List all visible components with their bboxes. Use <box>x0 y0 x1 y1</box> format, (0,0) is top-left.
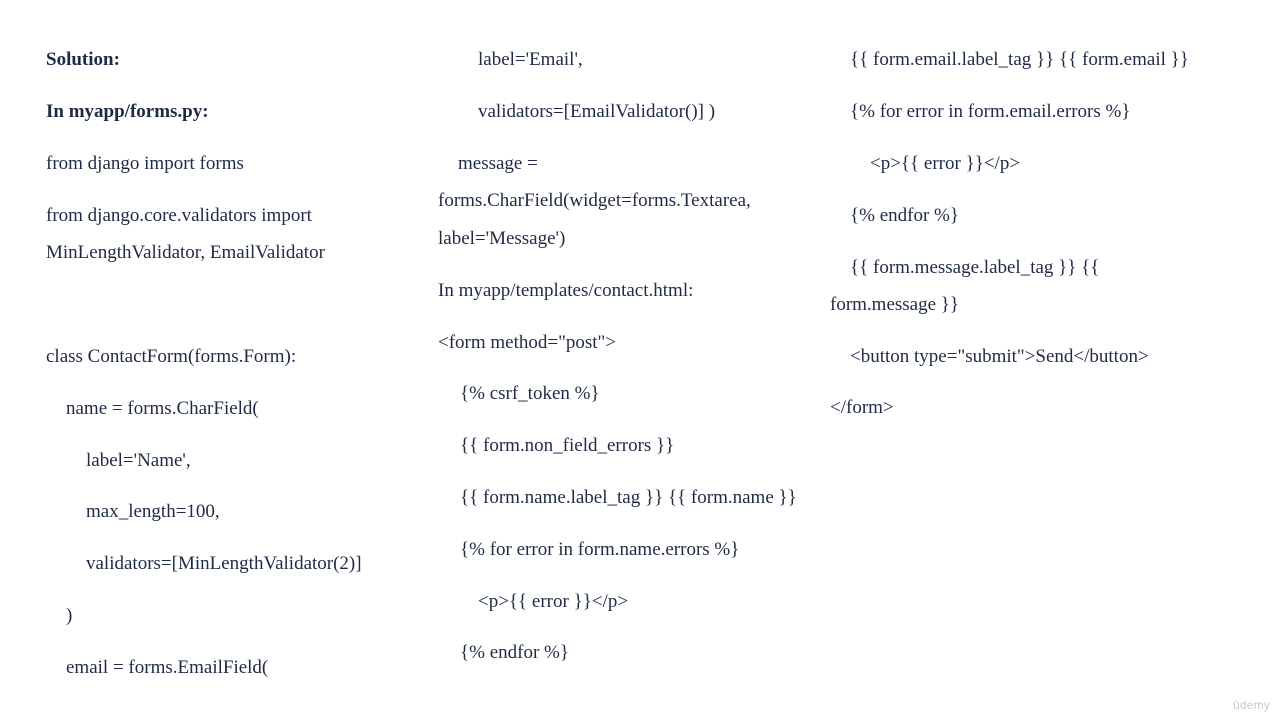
code-line: name = forms.CharField( <box>66 398 259 419</box>
forms-file-heading: In myapp/forms.py: <box>46 101 209 122</box>
code-line: {% endfor %} <box>850 205 959 226</box>
code-line: {{ form.non_field_errors }} <box>460 435 675 456</box>
code-line: {% csrf_token %} <box>460 383 600 404</box>
code-line: MinLengthValidator, EmailValidator <box>46 242 325 263</box>
code-line: validators=[MinLengthValidator(2)] <box>86 553 362 574</box>
code-line: {% for error in form.name.errors %} <box>460 539 740 560</box>
udemy-watermark: ûdemy <box>1232 698 1270 712</box>
code-line: {{ form.name.label_tag }} {{ form.name }} <box>460 487 797 508</box>
code-line: {{ form.message.label_tag }} {{ <box>850 257 1100 278</box>
code-line: {{ form.email.label_tag }} {{ form.email }} <box>850 49 1189 70</box>
code-line: ) <box>66 605 73 626</box>
code-line: class ContactForm(forms.Form): <box>46 346 297 367</box>
code-line: message = <box>458 153 538 174</box>
code-line: {% endfor %} <box>460 642 569 663</box>
code-line: label='Message') <box>438 228 566 249</box>
solution-heading: Solution: <box>46 49 120 70</box>
code-line: email = forms.EmailField( <box>66 657 269 678</box>
code-line: max_length=100, <box>86 501 220 522</box>
code-line: <form method="post"> <box>438 332 617 353</box>
code-line: </form> <box>830 397 894 418</box>
code-line: <p>{{ error }}</p> <box>478 591 629 612</box>
code-line: {% for error in form.email.errors %} <box>850 101 1131 122</box>
template-file-heading: In myapp/templates/contact.html: <box>438 280 694 301</box>
code-line: <button type="submit">Send</button> <box>850 346 1149 367</box>
code-line: form.message }} <box>830 294 960 315</box>
code-line: label='Email', <box>478 49 583 70</box>
code-line: forms.CharField(widget=forms.Textarea, <box>438 190 751 211</box>
code-line: validators=[EmailValidator()] ) <box>478 101 716 122</box>
code-line: from django.core.validators import <box>46 205 312 226</box>
code-line: <p>{{ error }}</p> <box>870 153 1021 174</box>
code-line: from django import forms <box>46 153 244 174</box>
code-line: label='Name', <box>86 450 191 471</box>
